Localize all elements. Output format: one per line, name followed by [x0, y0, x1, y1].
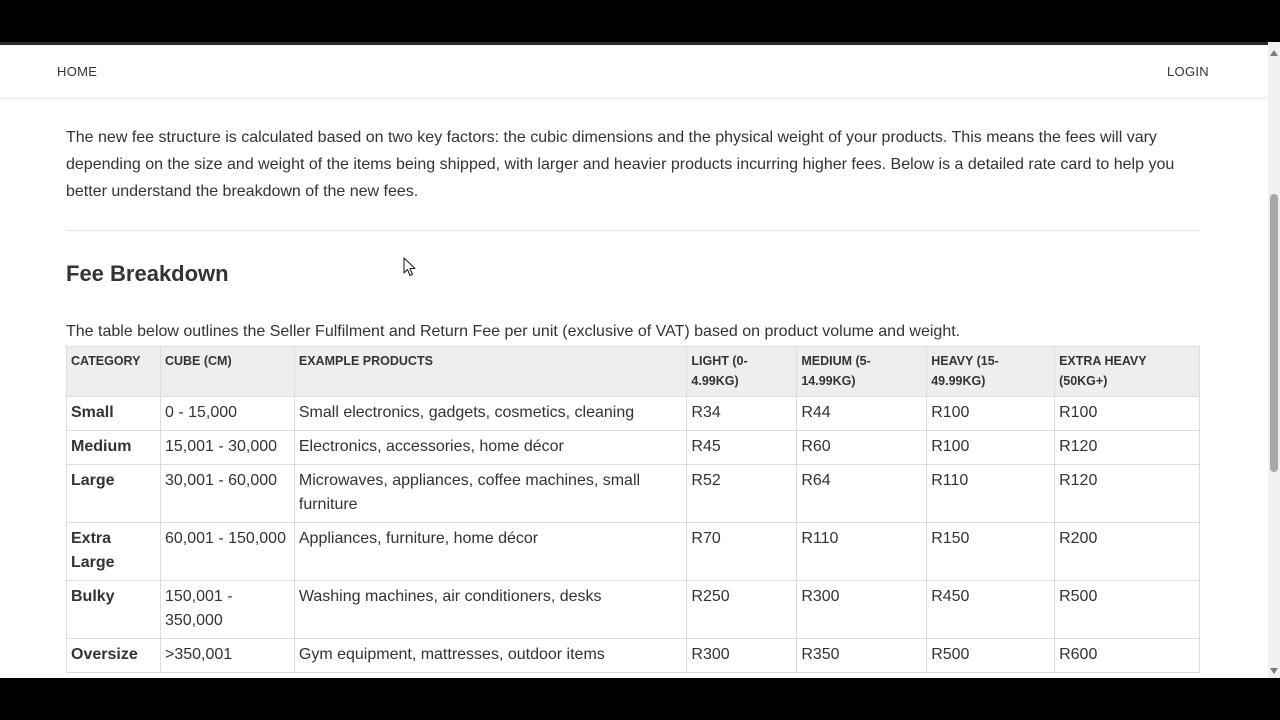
- top-black-bar: [0, 0, 1280, 42]
- navbar: [0, 45, 1268, 97]
- scroll-down-arrow-icon[interactable]: [1270, 668, 1278, 674]
- header-medium: MEDIUM (5-14.99KG): [797, 347, 927, 397]
- bottom-black-bar: [0, 678, 1280, 720]
- cell-medium-fee: R110: [797, 523, 927, 581]
- cell-cube: 150,001 - 350,000: [160, 581, 294, 639]
- cell-example-products: Appliances, furniture, home décor: [294, 523, 687, 581]
- cell-medium-fee: R64: [797, 465, 927, 523]
- cell-light-fee: R45: [687, 431, 797, 465]
- header-heavy: HEAVY (15-49.99KG): [927, 347, 1055, 397]
- mouse-pointer-icon: [403, 257, 417, 277]
- cell-cube: >350,001: [160, 639, 294, 673]
- cell-light-fee: R52: [687, 465, 797, 523]
- cell-medium-fee: R300: [797, 581, 927, 639]
- cell-category: Medium: [67, 431, 161, 465]
- cell-medium-fee: R60: [797, 431, 927, 465]
- cell-cube: 15,001 - 30,000: [160, 431, 294, 465]
- cell-light-fee: R300: [687, 639, 797, 673]
- header-example-products: EXAMPLE PRODUCTS: [294, 347, 687, 397]
- cell-extra-heavy-fee: R200: [1055, 523, 1200, 581]
- cell-category: Small: [67, 397, 161, 431]
- fee-table: [66, 346, 1200, 673]
- cell-extra-heavy-fee: R500: [1055, 581, 1200, 639]
- table-row: [67, 581, 1200, 639]
- table-row: [67, 397, 1200, 431]
- cell-heavy-fee: R500: [927, 639, 1055, 673]
- cell-category: Large: [67, 465, 161, 523]
- cell-medium-fee: R350: [797, 639, 927, 673]
- header-light: LIGHT (0-4.99KG): [687, 347, 797, 397]
- cell-cube: 0 - 15,000: [160, 397, 294, 431]
- table-caption: The table below outlines the Seller Fulfilment and Return Fee per unit (exclusive of VAT) based on product volume and weight.: [66, 323, 961, 340]
- cell-category: Bulky: [67, 581, 161, 639]
- header-category: CATEGORY: [67, 347, 161, 397]
- nav-home-link[interactable]: HOME: [57, 64, 98, 79]
- cell-extra-heavy-fee: R120: [1055, 431, 1200, 465]
- section-divider: [66, 230, 1200, 231]
- intro-paragraph: The new fee structure is calculated based on two key factors: the cubic dimensions and the physical weight of your products. This means the fees will vary depending on the size and weight of the items being shipped, with larger and heavier products incurring higher fees. Below is a detailed rate card to help you better understand the breakdown of the new fees.: [66, 129, 1175, 200]
- cell-category: Oversize: [67, 639, 161, 673]
- table-header-row: [67, 347, 1200, 397]
- cell-cube: 60,001 - 150,000: [160, 523, 294, 581]
- cell-heavy-fee: R450: [927, 581, 1055, 639]
- cell-example-products: Microwaves, appliances, coffee machines, small furniture: [294, 465, 687, 523]
- header-cube: CUBE (CM): [160, 347, 294, 397]
- nav-login-link[interactable]: LOGIN: [1167, 64, 1209, 79]
- section-title: Fee Breakdown: [66, 261, 229, 286]
- cell-example-products: Washing machines, air conditioners, desks: [294, 581, 687, 639]
- cell-heavy-fee: R100: [927, 431, 1055, 465]
- cell-heavy-fee: R100: [927, 397, 1055, 431]
- cell-cube: 30,001 - 60,000: [160, 465, 294, 523]
- cell-extra-heavy-fee: R120: [1055, 465, 1200, 523]
- browser-viewport: [0, 42, 1280, 678]
- table-row: [67, 465, 1200, 523]
- table-row: [67, 431, 1200, 465]
- cell-light-fee: R70: [687, 523, 797, 581]
- table-row: [67, 639, 1200, 673]
- cell-heavy-fee: R110: [927, 465, 1055, 523]
- cell-medium-fee: R44: [797, 397, 927, 431]
- cell-light-fee: R250: [687, 581, 797, 639]
- cell-example-products: Electronics, accessories, home décor: [294, 431, 687, 465]
- cell-heavy-fee: R150: [927, 523, 1055, 581]
- table-row: [67, 523, 1200, 581]
- scrollbar-thumb[interactable]: [1270, 194, 1278, 472]
- cell-extra-heavy-fee: R100: [1055, 397, 1200, 431]
- vertical-scrollbar[interactable]: [1268, 42, 1280, 678]
- cell-light-fee: R34: [687, 397, 797, 431]
- scroll-up-arrow-icon[interactable]: [1270, 50, 1278, 56]
- cell-example-products: Gym equipment, mattresses, outdoor items: [294, 639, 687, 673]
- header-extra-heavy: EXTRA HEAVY (50KG+): [1055, 347, 1200, 397]
- intro-block: [66, 124, 1200, 205]
- cell-extra-heavy-fee: R600: [1055, 639, 1200, 673]
- cell-example-products: Small electronics, gadgets, cosmetics, cleaning: [294, 397, 687, 431]
- cell-category: Extra Large: [67, 523, 161, 581]
